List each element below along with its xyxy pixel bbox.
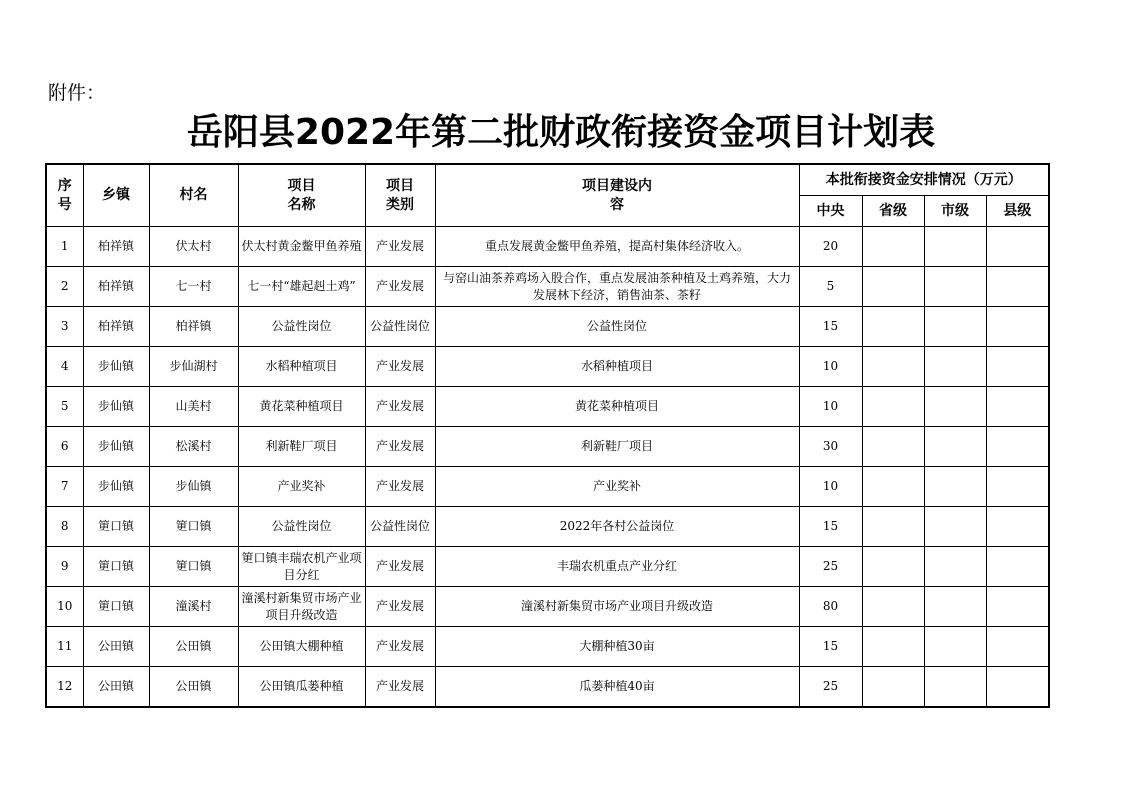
cell-city xyxy=(924,587,986,627)
cell-content: 大棚种植30亩 xyxy=(435,627,799,667)
cell-central: 15 xyxy=(799,627,862,667)
cell-central: 25 xyxy=(799,547,862,587)
cell-town: 公田镇 xyxy=(83,627,149,667)
cell-county xyxy=(986,387,1049,427)
cell-content: 公益性岗位 xyxy=(435,307,799,347)
cell-category: 产业发展 xyxy=(365,587,435,627)
cell-village: 公田镇 xyxy=(149,627,238,667)
cell-project-name: 水稻种植项目 xyxy=(238,347,365,387)
cell-county xyxy=(986,427,1049,467)
cell-category: 公益性岗位 xyxy=(365,307,435,347)
cell-project-name: 公田镇瓜蒌种植 xyxy=(238,667,365,708)
page-title: 岳阳县2022年第二批财政衔接资金项目计划表 xyxy=(186,112,936,153)
cell-city xyxy=(924,347,986,387)
header-project-name xyxy=(238,164,365,227)
cell-province xyxy=(862,307,924,347)
cell-village: 伏太村 xyxy=(149,227,238,267)
table-body xyxy=(46,227,1049,708)
cell-category: 产业发展 xyxy=(365,627,435,667)
cell-project-name: 黄花菜种植项目 xyxy=(238,387,365,427)
cell-province xyxy=(862,627,924,667)
cell-province xyxy=(862,467,924,507)
table-row xyxy=(46,667,1049,708)
cell-city xyxy=(924,467,986,507)
table-row xyxy=(46,347,1049,387)
cell-city xyxy=(924,547,986,587)
cell-seq: 11 xyxy=(46,627,83,667)
cell-project-name: 公益性岗位 xyxy=(238,307,365,347)
cell-county xyxy=(986,467,1049,507)
header-funds-group: 本批衔接资金安排情况（万元） xyxy=(799,164,1049,196)
table-row xyxy=(46,507,1049,547)
table-row xyxy=(46,267,1049,307)
cell-project-name: 公田镇大棚种植 xyxy=(238,627,365,667)
cell-county xyxy=(986,547,1049,587)
cell-province xyxy=(862,587,924,627)
cell-content: 瓜蒌种植40亩 xyxy=(435,667,799,708)
cell-village: 柏祥镇 xyxy=(149,307,238,347)
header-province: 省级 xyxy=(862,196,924,227)
table-row xyxy=(46,307,1049,347)
header-seq: 序号 xyxy=(46,164,83,227)
cell-city xyxy=(924,387,986,427)
cell-county xyxy=(986,267,1049,307)
header-content-text: 项目建设内容 xyxy=(582,177,652,213)
cell-village: 七一村 xyxy=(149,267,238,307)
cell-category: 产业发展 xyxy=(365,427,435,467)
cell-central: 5 xyxy=(799,267,862,307)
header-town: 乡镇 xyxy=(83,164,149,227)
cell-province xyxy=(862,667,924,708)
cell-central: 10 xyxy=(799,387,862,427)
cell-seq: 10 xyxy=(46,587,83,627)
cell-central: 15 xyxy=(799,307,862,347)
cell-content: 与窑山油茶养鸡场入股合作，重点发展油茶种植及土鸡养殖，大力发展林下经济，销售油茶、茶籽 xyxy=(435,267,799,307)
cell-province xyxy=(862,387,924,427)
cell-city xyxy=(924,307,986,347)
cell-town: 筻口镇 xyxy=(83,547,149,587)
cell-category: 产业发展 xyxy=(365,387,435,427)
cell-seq: 12 xyxy=(46,667,83,708)
cell-province xyxy=(862,507,924,547)
cell-town: 筻口镇 xyxy=(83,587,149,627)
cell-town: 步仙镇 xyxy=(83,347,149,387)
cell-project-name: 筻口镇丰瑞农机产业项目分红 xyxy=(238,547,365,587)
header-city: 市级 xyxy=(924,196,986,227)
cell-seq: 1 xyxy=(46,227,83,267)
cell-province xyxy=(862,267,924,307)
cell-town: 柏祥镇 xyxy=(83,307,149,347)
cell-seq: 4 xyxy=(46,347,83,387)
cell-central: 30 xyxy=(799,427,862,467)
attachment-label: 附件： xyxy=(48,82,106,104)
cell-category: 产业发展 xyxy=(365,227,435,267)
cell-city xyxy=(924,507,986,547)
project-plan-table xyxy=(45,163,1050,708)
header-content xyxy=(435,164,799,227)
cell-county xyxy=(986,347,1049,387)
table-row xyxy=(46,427,1049,467)
cell-category: 产业发展 xyxy=(365,267,435,307)
cell-province xyxy=(862,347,924,387)
cell-seq: 6 xyxy=(46,427,83,467)
header-category-text: 项目类别 xyxy=(386,177,414,213)
cell-seq: 2 xyxy=(46,267,83,307)
cell-category: 产业发展 xyxy=(365,347,435,387)
cell-village: 筻口镇 xyxy=(149,507,238,547)
cell-town: 步仙镇 xyxy=(83,387,149,427)
cell-seq: 8 xyxy=(46,507,83,547)
cell-project-name: 利新鞋厂项目 xyxy=(238,427,365,467)
cell-category: 产业发展 xyxy=(365,467,435,507)
table-row xyxy=(46,627,1049,667)
cell-village: 步仙湖村 xyxy=(149,347,238,387)
cell-province xyxy=(862,547,924,587)
cell-county xyxy=(986,307,1049,347)
cell-content: 水稻种植项目 xyxy=(435,347,799,387)
table-row xyxy=(46,227,1049,267)
cell-project-name: 伏太村黄金鳖甲鱼养殖 xyxy=(238,227,365,267)
cell-central: 10 xyxy=(799,467,862,507)
cell-content: 潼溪村新集贸市场产业项目升级改造 xyxy=(435,587,799,627)
cell-town: 筻口镇 xyxy=(83,507,149,547)
cell-village: 公田镇 xyxy=(149,667,238,708)
table-row xyxy=(46,547,1049,587)
cell-category: 产业发展 xyxy=(365,547,435,587)
cell-village: 筻口镇 xyxy=(149,547,238,587)
cell-central: 15 xyxy=(799,507,862,547)
cell-seq: 9 xyxy=(46,547,83,587)
cell-project-name: 公益性岗位 xyxy=(238,507,365,547)
header-category xyxy=(365,164,435,227)
cell-central: 20 xyxy=(799,227,862,267)
cell-village: 山美村 xyxy=(149,387,238,427)
cell-province xyxy=(862,427,924,467)
cell-city xyxy=(924,667,986,708)
cell-county xyxy=(986,627,1049,667)
cell-town: 公田镇 xyxy=(83,667,149,708)
cell-city xyxy=(924,227,986,267)
cell-content: 产业奖补 xyxy=(435,467,799,507)
cell-content: 黄花菜种植项目 xyxy=(435,387,799,427)
cell-province xyxy=(862,227,924,267)
cell-city xyxy=(924,267,986,307)
cell-town: 柏祥镇 xyxy=(83,267,149,307)
header-county: 县级 xyxy=(986,196,1049,227)
cell-county xyxy=(986,587,1049,627)
cell-seq: 7 xyxy=(46,467,83,507)
cell-central: 80 xyxy=(799,587,862,627)
table-row xyxy=(46,587,1049,627)
cell-village: 潼溪村 xyxy=(149,587,238,627)
cell-central: 10 xyxy=(799,347,862,387)
cell-village: 步仙镇 xyxy=(149,467,238,507)
cell-central: 25 xyxy=(799,667,862,708)
cell-content: 2022年各村公益岗位 xyxy=(435,507,799,547)
cell-category: 产业发展 xyxy=(365,667,435,708)
cell-project-name: 潼溪村新集贸市场产业项目升级改造 xyxy=(238,587,365,627)
cell-content: 丰瑞农机重点产业分红 xyxy=(435,547,799,587)
cell-county xyxy=(986,667,1049,708)
cell-project-name: 七一村“雄起赳土鸡” xyxy=(238,267,365,307)
cell-county xyxy=(986,227,1049,267)
header-project-name-text: 项目名称 xyxy=(287,177,316,213)
cell-seq: 3 xyxy=(46,307,83,347)
cell-seq: 5 xyxy=(46,387,83,427)
cell-county xyxy=(986,507,1049,547)
cell-town: 柏祥镇 xyxy=(83,227,149,267)
cell-city xyxy=(924,627,986,667)
header-village: 村名 xyxy=(149,164,238,227)
table-row xyxy=(46,387,1049,427)
cell-project-name: 产业奖补 xyxy=(238,467,365,507)
cell-category: 公益性岗位 xyxy=(365,507,435,547)
cell-town: 步仙镇 xyxy=(83,467,149,507)
header-central: 中央 xyxy=(799,196,862,227)
cell-content: 利新鞋厂项目 xyxy=(435,427,799,467)
cell-village: 松溪村 xyxy=(149,427,238,467)
cell-city xyxy=(924,427,986,467)
cell-content: 重点发展黄金鳖甲鱼养殖，提高村集体经济收入。 xyxy=(435,227,799,267)
cell-town: 步仙镇 xyxy=(83,427,149,467)
table-row xyxy=(46,467,1049,507)
